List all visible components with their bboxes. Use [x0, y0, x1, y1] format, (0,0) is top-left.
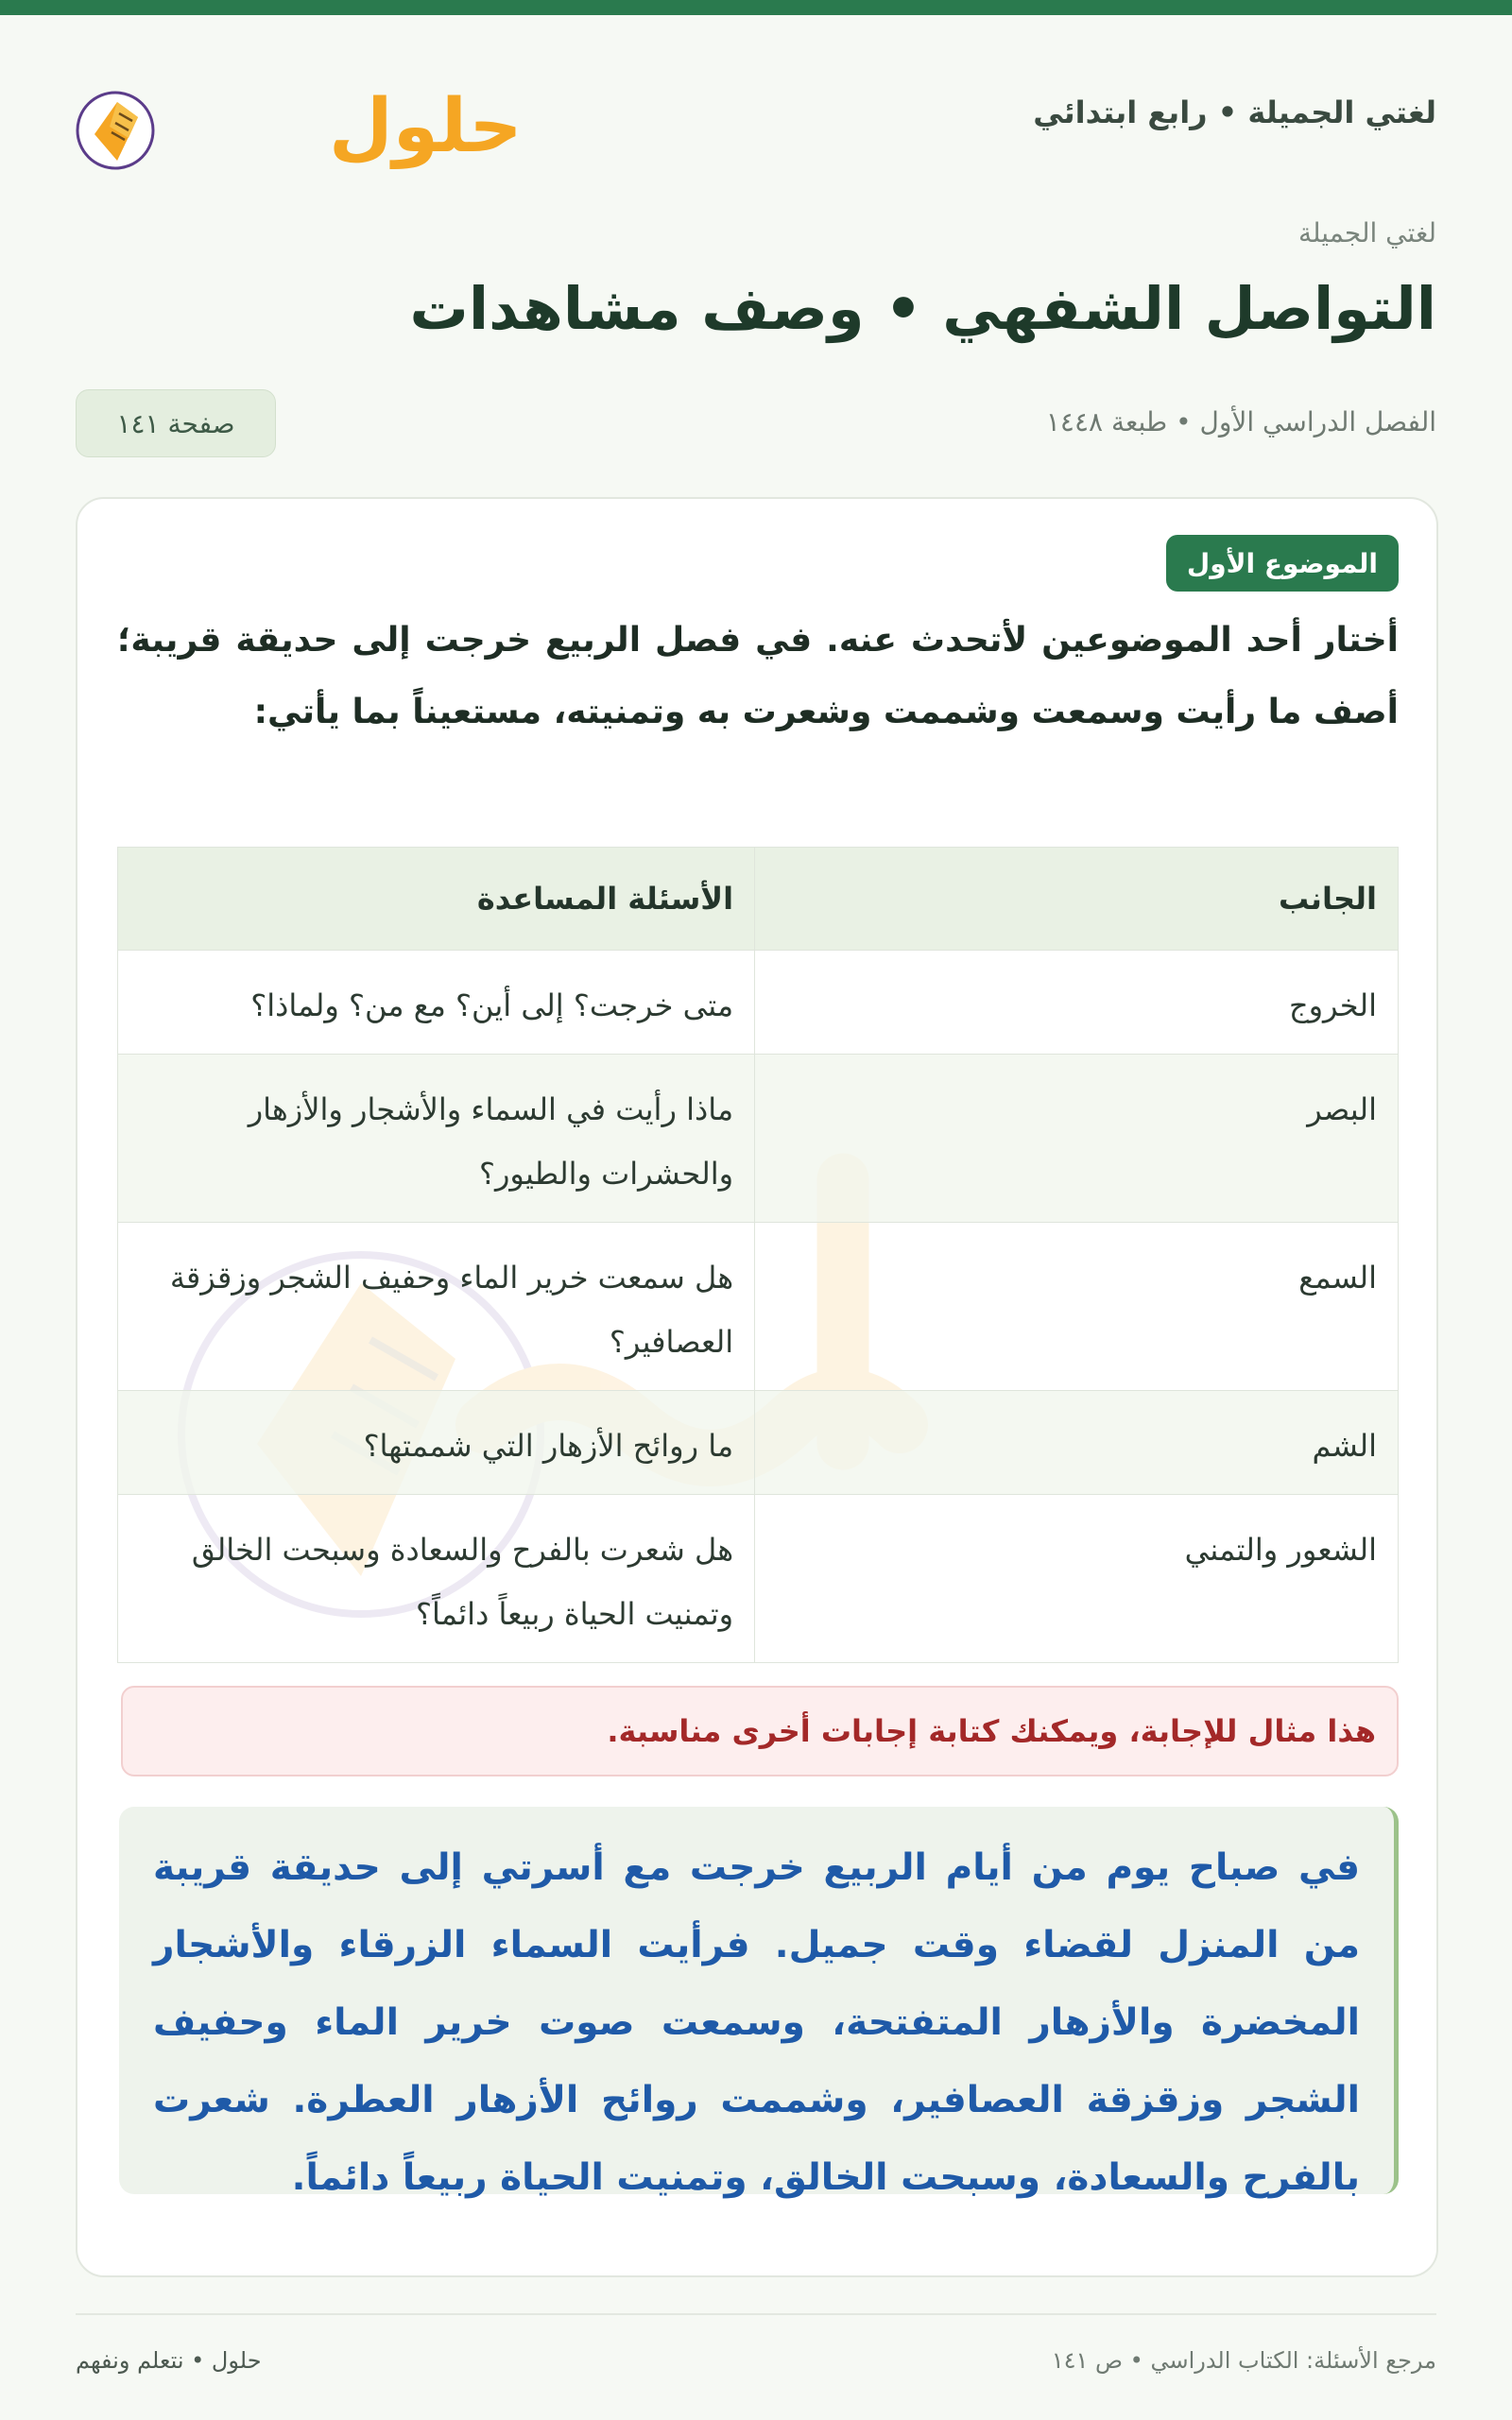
aspect-cell: السمع	[755, 1223, 1399, 1391]
topic-badge: الموضوع الأول	[1166, 535, 1399, 592]
question-cell: هل سمعت خرير الماء وحفيف الشجر وزقزقة العصافير؟	[118, 1223, 755, 1391]
question-cell: متى خرجت؟ إلى أين؟ مع من؟ ولماذا؟	[118, 951, 755, 1055]
meta-row	[76, 389, 1436, 457]
table-row	[118, 1055, 1399, 1223]
page-header	[76, 59, 1436, 176]
content-card	[76, 497, 1438, 2277]
brand-logo	[76, 64, 523, 178]
column-header-aspect: الجانب	[755, 848, 1399, 951]
page-title: التواصل الشفهي • وصف مشاهدات	[409, 274, 1436, 343]
question-cell: هل شعرت بالفرح والسعادة وسبحت الخالق وتمنيت الحياة ربيعاً دائماً؟	[118, 1495, 755, 1663]
header-title: لغتي الجميلة • رابع ابتدائي	[1033, 94, 1436, 130]
top-accent-bar	[0, 0, 1512, 15]
page-number-badge: صفحة ١٤١	[76, 389, 276, 457]
topic-prompt: أختار أحد الموضوعين لأتحدث عنه. في فصل الربيع خرجت إلى حديقة قريبة؛ أصف ما رأيت وسمعت وشممت وشعرت به وتمنيته، مستعيناً بما يأتي:	[117, 621, 1399, 731]
table-row	[118, 1495, 1399, 1663]
book-icon	[77, 93, 153, 168]
table-row	[118, 1223, 1399, 1391]
question-cell: ما روائح الأزهار التي شممتها؟	[118, 1391, 755, 1495]
model-answer: في صباح يوم من أيام الربيع خرجت مع أسرتي إلى حديقة قريبة من المنزل لقضاء وقت جميل. فرأيت السماء الزرقاء والأشجار المخضرة والأزهار المتفتحة، وسمعت صوت خرير الماء وحفيف الشجر وزقزقة العصافير، وشممت روائح الأزهار العطرة. شعرت بالفرح والسعادة، وسبحت الخالق، وتمنيت الحياة ربيعاً دائماً.	[119, 1807, 1399, 2194]
footer-divider	[76, 2313, 1436, 2315]
column-header-questions: الأسئلة المساعدة	[118, 848, 755, 951]
aspect-cell: الخروج	[755, 951, 1399, 1055]
footer-reference: مرجع الأسئلة: الكتاب الدراسي • ص ١٤١	[1051, 2347, 1436, 2374]
term-edition: الفصل الدراسي الأول • طبعة ١٤٤٨	[1045, 406, 1436, 438]
guiding-questions-table	[117, 847, 1399, 1663]
aspect-cell: الشعور والتمني	[755, 1495, 1399, 1663]
question-cell: ماذا رأيت في السماء والأشجار والأزهار والحشرات والطيور؟	[118, 1055, 755, 1223]
table-row	[118, 1391, 1399, 1495]
subject-label: لغتي الجميلة	[1297, 217, 1436, 249]
table-header-row	[118, 848, 1399, 951]
footer-brand: حلول • نتعلم ونفهم	[76, 2347, 262, 2374]
answer-note: هذا مثال للإجابة، ويمكنك كتابة إجابات أخرى مناسبة.	[121, 1686, 1399, 1776]
aspect-cell: الشم	[755, 1391, 1399, 1495]
table-row	[118, 951, 1399, 1055]
aspect-cell: البصر	[755, 1055, 1399, 1223]
logo-text: حلول	[329, 84, 523, 169]
